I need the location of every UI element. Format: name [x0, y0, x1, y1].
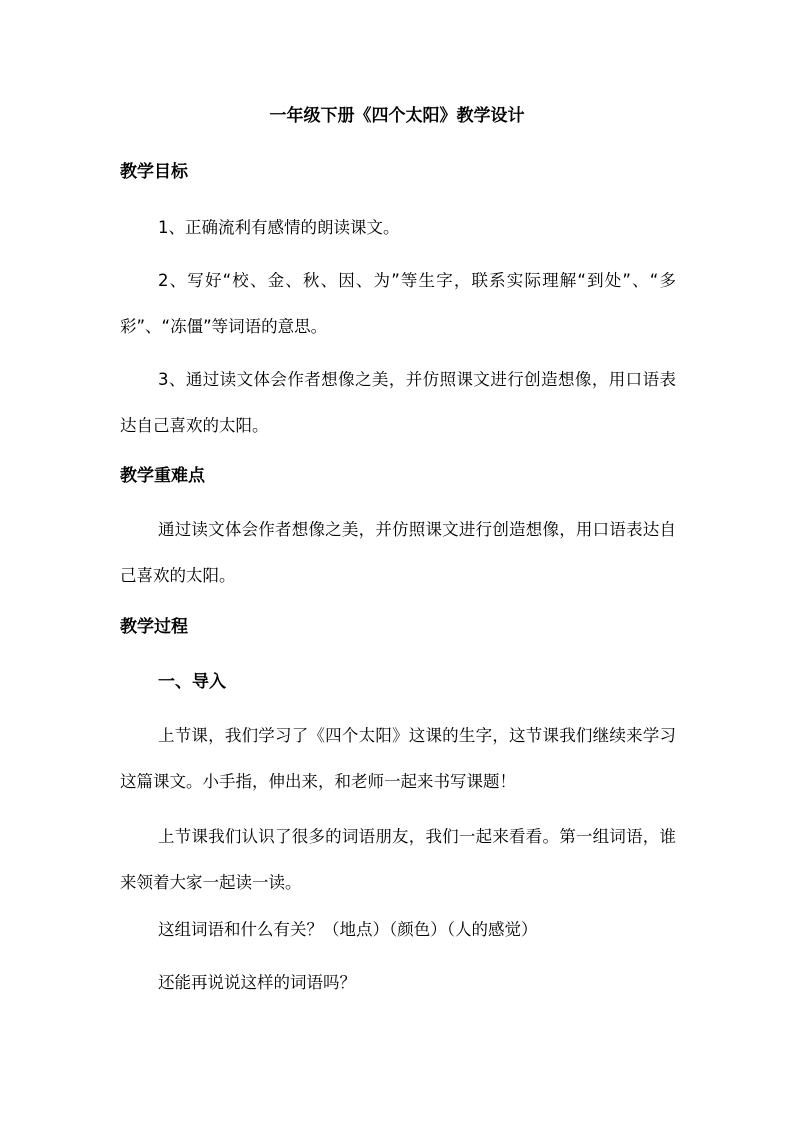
intro-subheading: 一、导入	[158, 672, 226, 692]
document-title: 一年级下册《四个太阳》教学设计	[269, 106, 525, 126]
process-heading: 教学过程	[120, 617, 188, 637]
key-points-heading: 教学重难点	[120, 466, 205, 486]
intro-paragraph-2: 上节课我们认识了很多的词语朋友，我们一起来看看。第一组词语，谁来领着大家一起读一读。	[120, 827, 676, 892]
intro-paragraph-1: 上节课，我们学习了《四个太阳》这课的生字，这节课我们继续来学习这篇课文。小手指，伸出来，和老师一起来书写课题！	[120, 726, 676, 791]
key-points-text: 通过读文体会作者想像之美，并仿照课文进行创造想像，用口语表达自己喜欢的太阳。	[120, 520, 676, 585]
intro-paragraph-4: 还能再说说这样的词语吗？	[158, 973, 356, 992]
objectives-heading: 教学目标	[120, 162, 188, 182]
intro-paragraph-3: 这组词语和什么有关？（地点）（颜色）（人的感觉）	[158, 920, 538, 939]
objective-item-2: 2、写好“校、金、秋、因、为”等生字，联系实际理解“到处”、“多彩”、“冻僵”等词语的意思。	[120, 271, 676, 336]
objective-item-3: 3、通过读文体会作者想像之美，并仿照课文进行创造想像，用口语表达自己喜欢的太阳。	[120, 370, 676, 435]
objective-item-1: 1、正确流利有感情的朗读课文。	[158, 218, 400, 237]
